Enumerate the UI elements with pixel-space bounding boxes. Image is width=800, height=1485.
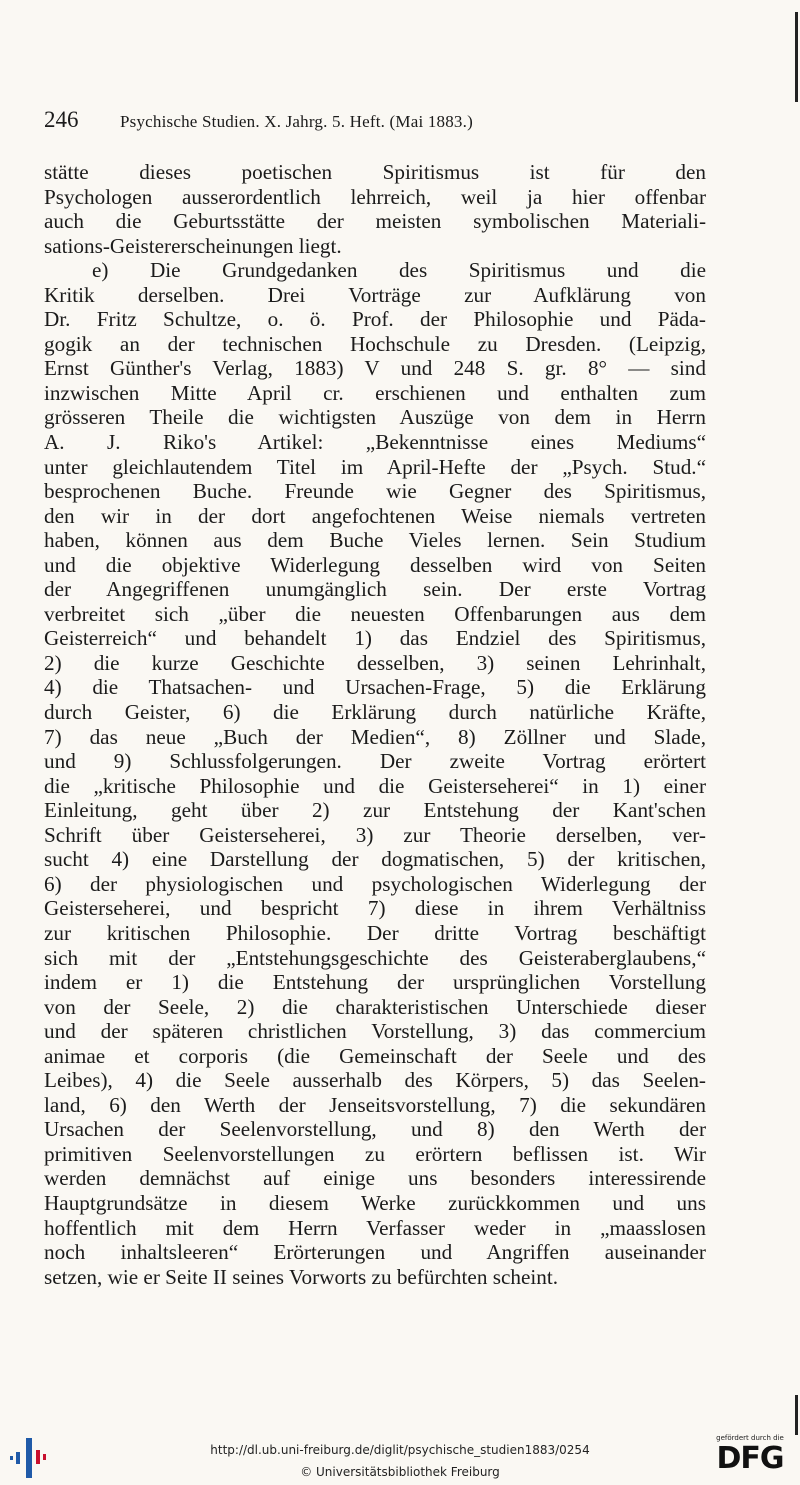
text-line: 4) die Thatsachen- und Ursachen-Frage, 5) die Erklärung [44,675,706,700]
text-line: Geisterreich“ und behandelt 1) das Endziel des Spiritismus, [44,626,706,651]
text-line: auch die Geburtsstätte der meisten symbolischen Materiali- [44,209,706,234]
text-line: Kritik derselben. Drei Vorträge zur Aufklärung von [44,282,706,307]
text-line: zur kritischen Philosophie. Der dritte Vortrag beschäftigt [44,920,706,945]
text-line: Leibes), 4) die Seele ausserhalb des Körpers, 5) das Seelen- [44,1068,706,1093]
copyright-notice: © Universitätsbibliothek Freiburg [300,1465,500,1479]
text-line: animae et corporis (die Gemeinschaft der Seele und des [44,1043,706,1068]
text-line: setzen, wie er Seite II seines Vorworts zu befürchten scheint. [44,1264,559,1289]
text-line: von der Seele, 2) die charakteristischen Unterschiede dieser [44,994,706,1019]
text-line: durch Geister, 6) die Erklärung durch natürliche Kräfte, [44,700,706,725]
text-line: besprochenen Buche. Freunde wie Gegner des Spiritismus, [44,479,706,504]
text-line: inzwischen Mitte April cr. erschienen und enthalten zum [44,380,706,405]
text-line: sich mit der „Entstehungsgeschichte des Geisteraberglaubens,“ [44,945,706,970]
text-line: indem er 1) die Entstehung der ursprünglichen Vorstellung [44,970,706,995]
text-line: und 9) Schlussfolgerungen. Der zweite Vortrag erörtert [44,749,706,774]
text-line: grösseren Theile die wichtigsten Auszüge von dem in Herrn [44,405,706,430]
text-line: die „kritische Philosophie und die Geisterseherei“ in 1) einer [44,773,706,798]
body-text [44,160,706,1289]
text-line: der Angegriffenen unumgänglich sein. Der erste Vortrag [44,577,706,602]
text-line: verbreitet sich „über die neuesten Offenbarungen aus dem [44,601,706,626]
page-number: 246 [44,107,79,132]
source-url-link[interactable]: http://dl.ub.uni-freiburg.de/diglit/psychische_studien1883/0254 [210,1443,590,1457]
text-line: 6) der physiologischen und psychologischen Widerlegung der [44,871,706,896]
text-line: stätte dieses poetischen Spiritismus ist für den [44,160,706,184]
dfg-logo-text: DFG [716,1441,784,1476]
text-line: Einleitung, geht über 2) zur Entstehung der Kant'schen [44,798,706,823]
text-line: 7) das neue „Buch der Medien“, 8) Zöllner und Slade, [44,724,706,749]
text-line: hoffentlich mit dem Herrn Verfasser weder in „maasslosen [44,1215,706,1240]
margin-scan-mark [795,1395,798,1435]
text-line: haben, können aus dem Buche Vieles lernen. Sein Studium [44,528,706,553]
text-line: den wir in der dort angefochtenen Weise niemals vertreten [44,503,706,528]
margin-scan-mark [795,12,798,102]
text-line: sucht 4) eine Darstellung der dogmatischen, 5) der kritischen, [44,847,706,872]
text-line: gogik an der technischen Hochschule zu Dresden. (Leipzig, [44,331,706,356]
text-line: primitiven Seelenvorstellungen zu erörtern beflissen ist. Wir [44,1141,706,1166]
text-line: Geisterseherei, und bespricht 7) diese in ihrem Verhältniss [44,896,706,921]
text-line: Ernst Günther's Verlag, 1883) V und 248 S. gr. 8° — sind [44,356,706,381]
running-head: Psychische Studien. X. Jahrg. 5. Heft. (Mai 1883.) [120,112,473,131]
page-header [44,107,704,137]
text-line: Schrift über Geisterseherei, 3) zur Theorie derselben, ver- [44,822,706,847]
text-line: unter gleichlautendem Titel im April-Hefte der „Psych. Stud.“ [44,454,706,479]
footer [0,1430,800,1485]
text-line: Dr. Fritz Schultze, o. ö. Prof. der Philosophie und Päda- [44,307,706,332]
text-line: Psychologen ausserordentlich lehrreich, weil ja hier offenbar [44,184,706,209]
text-line: A. J. Riko's Artikel: „Bekenntnisse eines Mediums“ [44,430,706,455]
text-line: e) Die Grundgedanken des Spiritismus und die [92,258,706,283]
text-line: 2) die kurze Geschichte desselben, 3) seinen Lehrinhalt, [44,650,706,675]
dfg-logo [708,1434,792,1480]
text-line: land, 6) den Werth der Jenseitsvorstellung, 7) die sekundären [44,1092,706,1117]
text-line: sations-Geistererscheinungen liegt. [44,233,342,258]
dfg-tagline: gefördert durch die [716,1434,784,1442]
text-line: und die objektive Widerlegung desselben wird von Seiten [44,552,706,577]
text-line: werden demnächst auf einige uns besonders interessirende [44,1166,706,1191]
text-line: noch inhaltsleeren“ Erörterungen und Angriffen auseinander [44,1240,706,1265]
text-line: Hauptgrundsätze in diesem Werke zurückkommen und uns [44,1190,706,1215]
text-line: Ursachen der Seelenvorstellung, und 8) den Werth der [44,1117,706,1142]
text-line: und der späteren christlichen Vorstellung, 3) das commercium [44,1019,706,1044]
